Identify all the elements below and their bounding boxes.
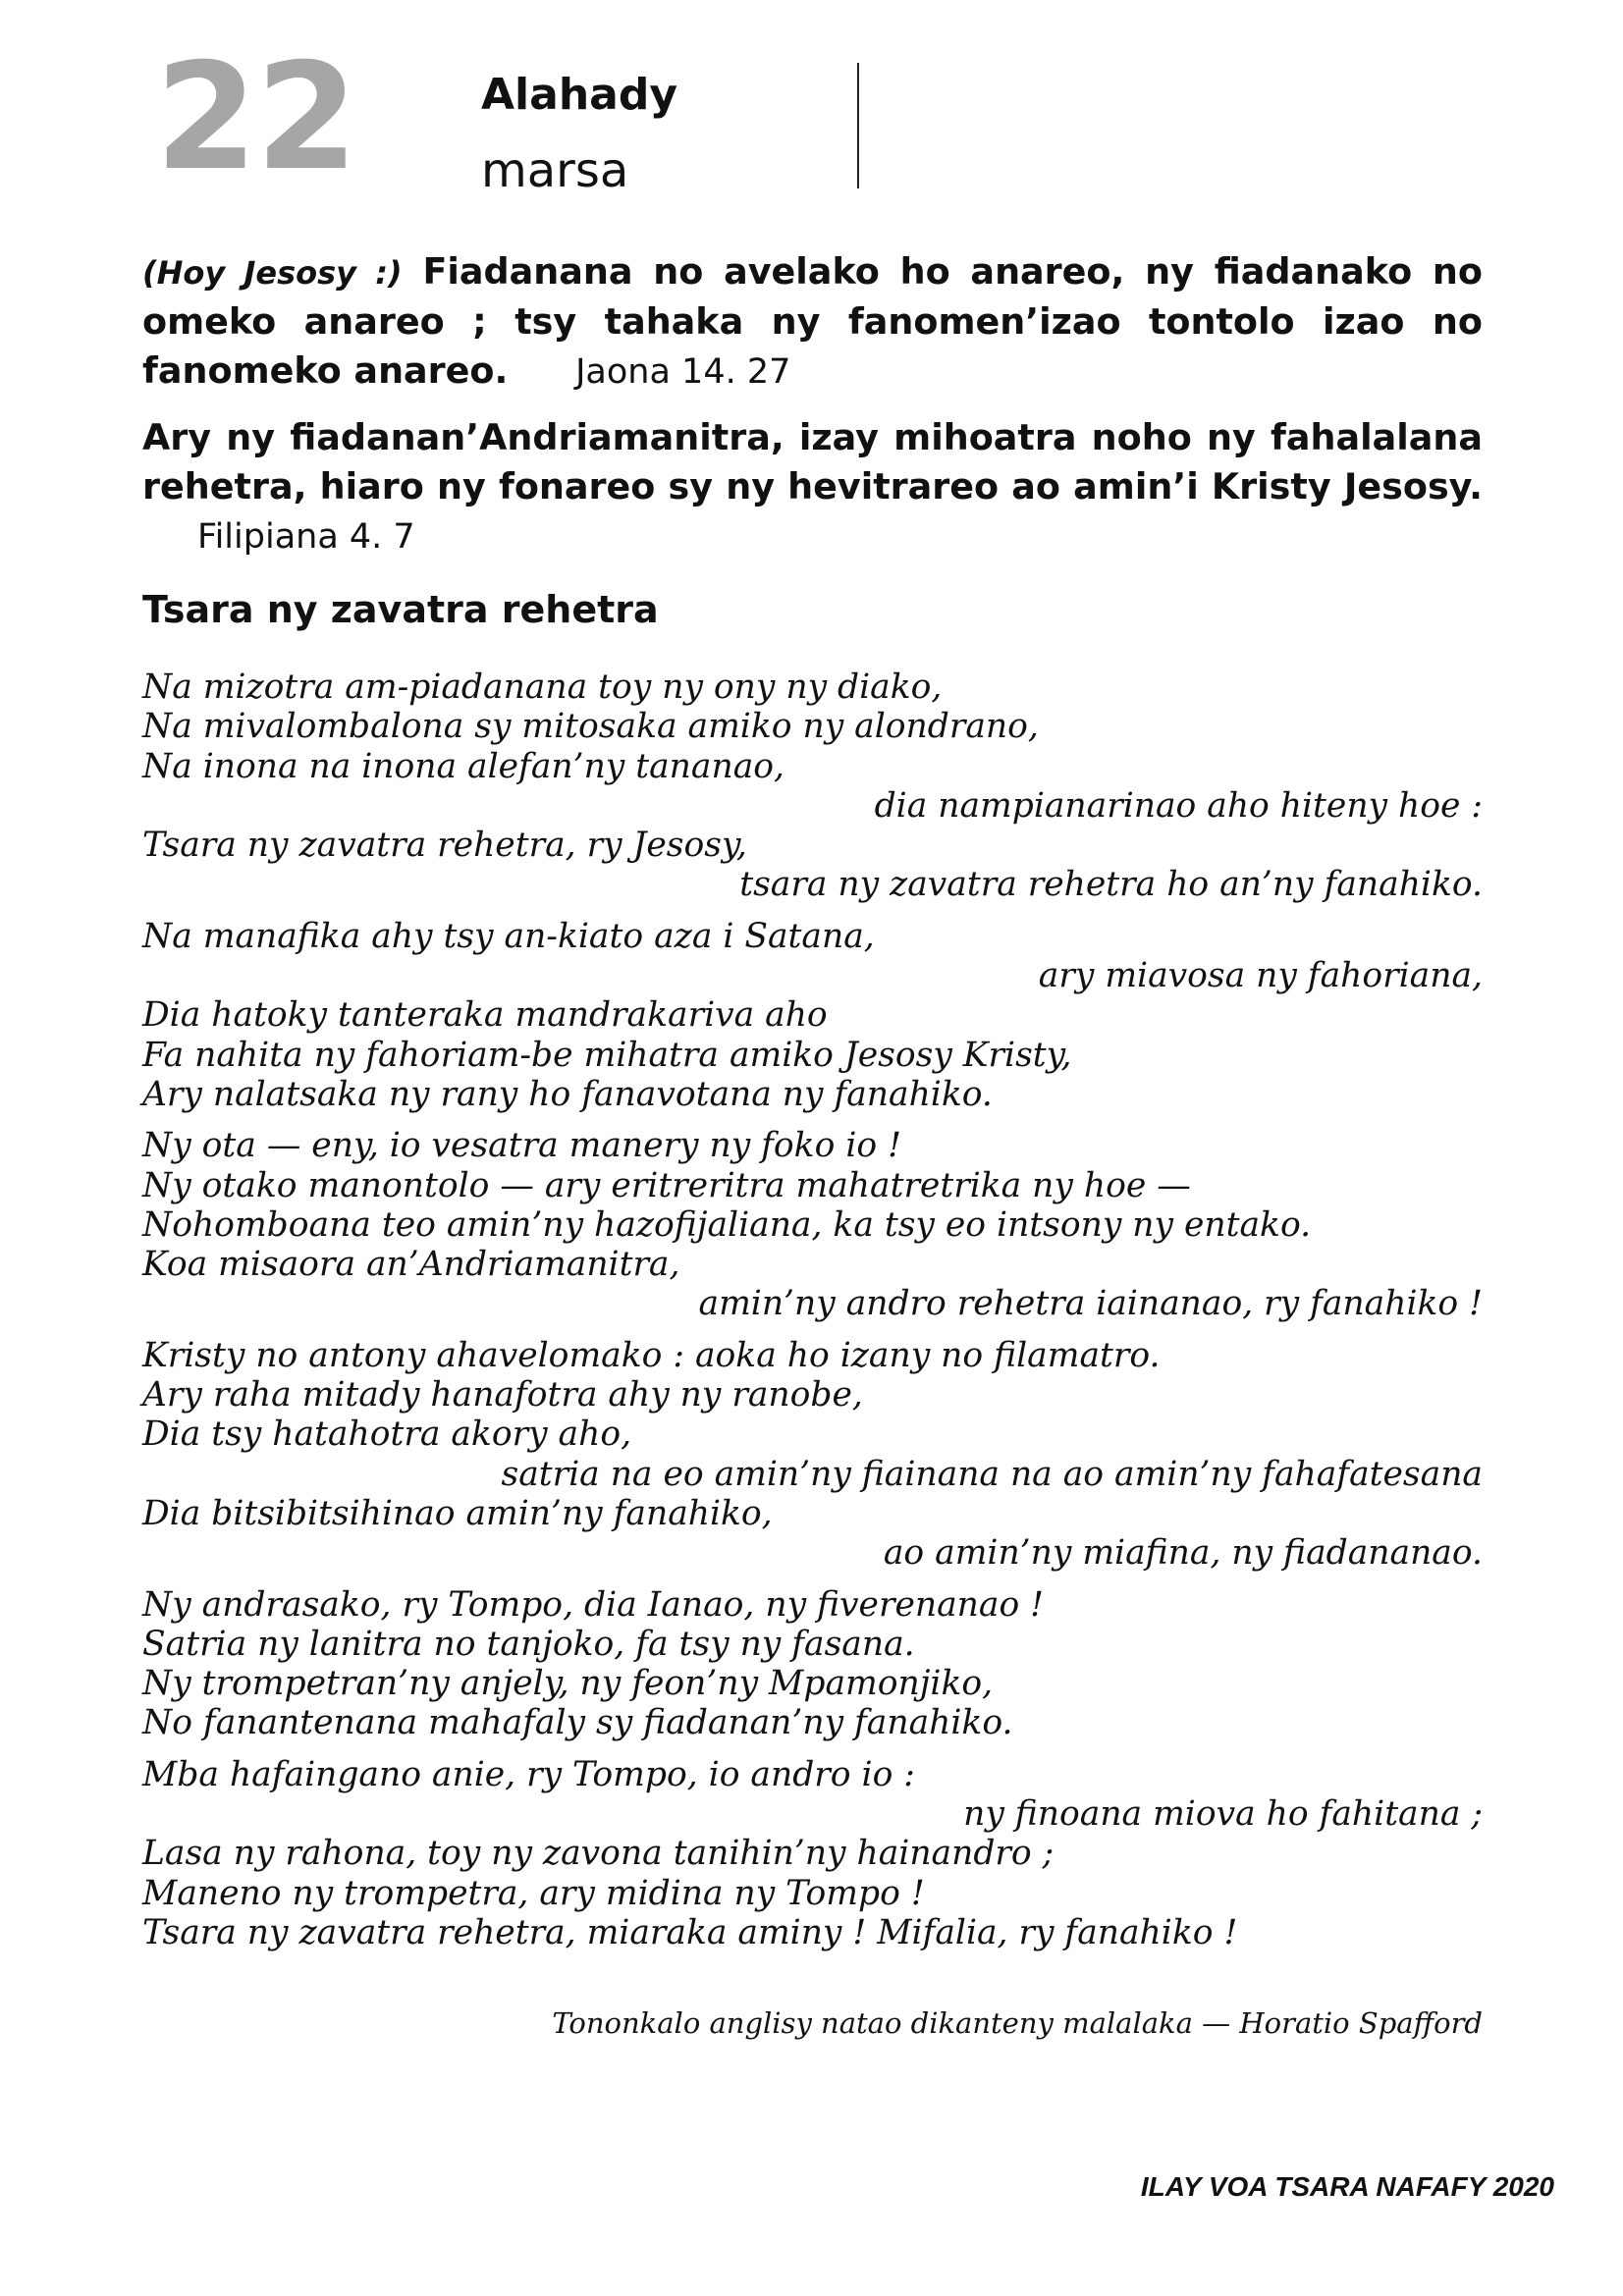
lyric-line: amin’ny andro rehetra iainanao, ry fanahiko ! [698, 1284, 1483, 1324]
lyric-line: Ary nalatsaka ny rany ho fanavotana ny fanahiko. [142, 1074, 993, 1114]
lyric-line: Ny ota — eny, io vesatra manery ny foko io ! [142, 1126, 901, 1166]
lyric-line: Na mivalombalona sy mitosaka amiko ny alondrano, [142, 707, 1039, 747]
stanza [142, 667, 1483, 905]
lyric-line: Maneno ny trompetra, ary midina ny Tompo ! [142, 1873, 925, 1913]
lyric-line: ary miavosa ny fahoriana, [1038, 956, 1483, 996]
lyric-line: Kristy no antony ahavelomako : aoka ho izany no filamatro. [142, 1335, 1161, 1375]
lyric-line: Tsara ny zavatra rehetra, miaraka aminy ! Mifalia, ry fanahiko ! [142, 1912, 1238, 1952]
lyric-line: Koa misaora an’Andriamanitra, [142, 1245, 680, 1285]
stanza [142, 1126, 1483, 1323]
verse-text: Ary ny fiadanan’Andriamanitra, izay mihoatra noho ny fahalalana rehetra, hiaro ny fonareo sy ny hevitrareo ao amin’i Kristy Jesosy. [142, 416, 1483, 507]
month-label: marsa [481, 143, 629, 198]
lyric-line: No fanantenana mahafaly sy fiadanan’ny fanahiko. [142, 1703, 1013, 1743]
lyric-line: Na mizotra am-piadanana toy ny ony ny diako, [142, 667, 943, 707]
lyric-line: tsara ny zavatra rehetra ho an’ny fanahiko. [739, 865, 1483, 905]
lyric-line: satria na eo amin’ny fiainana na ao amin’ny fahafatesana [501, 1454, 1483, 1494]
stanza [142, 1336, 1483, 1574]
lyric-line: Na inona na inona alefan’ny tananao, [142, 746, 785, 786]
lyric-line: ny finoana miova ho fahitana ; [963, 1794, 1483, 1835]
lyric-line: Dia tsy hatahotra akory aho, [142, 1415, 632, 1455]
lyric-line: Ny otako manontolo — ary eritreritra mahatretrika ny hoe — [142, 1165, 1191, 1205]
verse-reference: Jaona 14. 27 [575, 352, 791, 392]
verse-text: Fiadanana no avelako ho anareo, ny fiadanako no omeko anareo ; tsy tahaka ny fanomen’izao tontolo izao no fanomeko anareo. [142, 250, 1483, 392]
lyric-line: Ny trompetran’ny anjely, ny feon’ny Mpamonjiko, [142, 1664, 994, 1704]
weekday-label: Alahady [481, 70, 678, 120]
lyric-line: Mba hafaingano anie, ry Tompo, io andro io : [142, 1754, 915, 1794]
verse-block-2 [142, 413, 1483, 561]
day-number: 22 [155, 32, 356, 203]
song-title: Tsara ny zavatra rehetra [142, 588, 659, 631]
lyric-line: Ny andrasako, ry Tompo, dia Ianao, ny fiverenanao ! [142, 1584, 1045, 1625]
header-divider [857, 63, 859, 188]
lyric-line: Na manafika ahy tsy an-kiato aza i Satana, [142, 916, 875, 956]
lyric-line: ao amin’ny miafina, ny fiadananao. [883, 1533, 1483, 1574]
stanza [142, 917, 1483, 1114]
lyric-line: Dia hatoky tanteraka mandrakariva aho [142, 995, 828, 1036]
song-lyrics [142, 667, 1483, 1964]
verse-prefix: (Hoy Jesosy :) [142, 254, 403, 292]
verse-block-1 [142, 247, 1483, 397]
verse-reference: Filipiana 4. 7 [197, 517, 415, 557]
lyric-line: Dia bitsibitsihinao amin’ny fanahiko, [142, 1493, 773, 1533]
lyric-line: Ary raha mitady hanafotra ahy ny ranobe, [142, 1375, 863, 1415]
publication-footer: ILAY VOA TSARA NAFAFY 2020 [1140, 2171, 1554, 2202]
lyric-line: Tsara ny zavatra rehetra, ry Jesosy, [142, 826, 747, 866]
lyric-line: dia nampianarinao aho hiteny hoe : [874, 785, 1483, 826]
lyric-line: Satria ny lanitra no tanjoko, fa tsy ny fasana. [142, 1624, 915, 1664]
song-attribution: Tononkalo anglisy natao dikanteny malalaka — Horatio Spafford [552, 2006, 1483, 2040]
stanza [142, 1585, 1483, 1743]
stanza [142, 1755, 1483, 1952]
lyric-line: Nohomboana teo amin’ny hazofijaliana, ka tsy eo intsony ny entako. [142, 1204, 1312, 1245]
lyric-line: Fa nahita ny fahoriam-be mihatra amiko Jesosy Kristy, [142, 1035, 1072, 1075]
lyric-line: Lasa ny rahona, toy ny zavona tanihin’ny hainandro ; [142, 1834, 1055, 1874]
